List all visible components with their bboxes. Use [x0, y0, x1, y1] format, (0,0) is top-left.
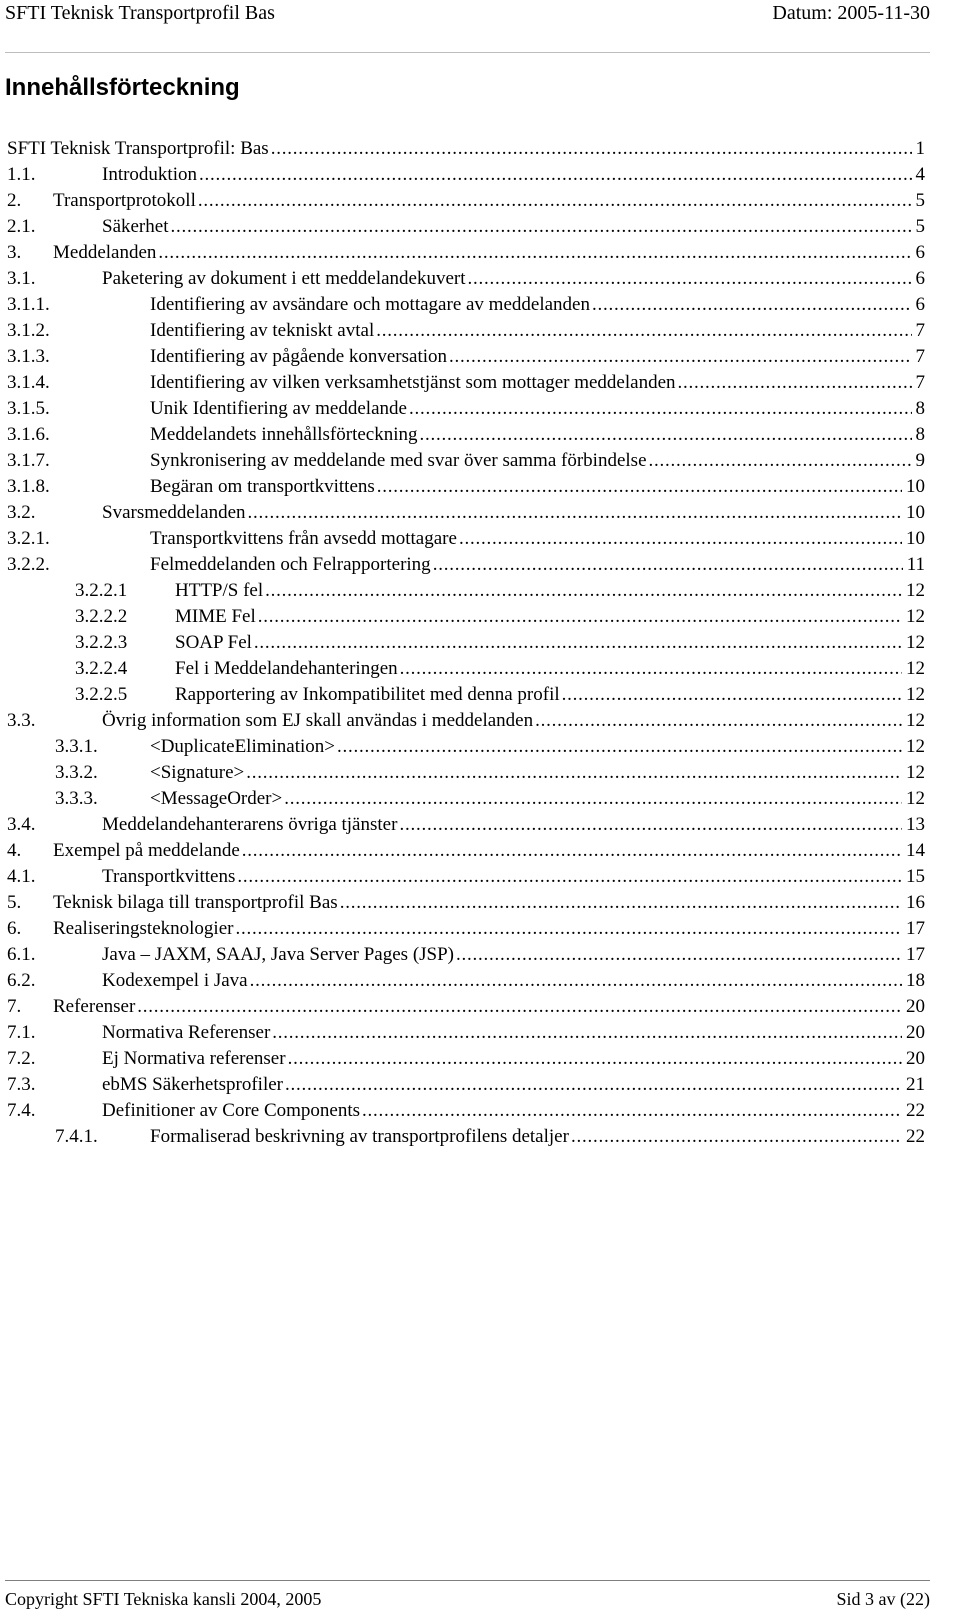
toc-entry[interactable] — [7, 968, 925, 994]
toc-entry[interactable] — [7, 136, 925, 162]
toc-entry-page: 16 — [902, 890, 925, 916]
toc-entry-page: 7 — [912, 370, 926, 396]
toc-entry-text: Meddelandets innehållsförteckning — [150, 422, 420, 448]
toc-entry[interactable] — [7, 240, 925, 266]
toc-entry-number: 4. — [7, 840, 22, 861]
toc-entry[interactable] — [7, 448, 925, 474]
toc-entry[interactable] — [7, 266, 925, 292]
toc-entry[interactable] — [7, 1072, 925, 1098]
toc-entry[interactable] — [7, 1098, 925, 1124]
toc-entry-number: 6. — [7, 918, 22, 939]
toc-leader — [399, 812, 902, 838]
toc-entry[interactable] — [7, 1046, 925, 1072]
toc-entry-number: 7.1. — [7, 1022, 36, 1043]
toc-entry-number: 3.3.3. — [55, 788, 98, 809]
toc-entry-text: Identifiering av vilken verksamhetstjänst som mottager meddelanden — [150, 370, 678, 396]
toc-entry-number: 7.4. — [7, 1100, 36, 1121]
toc-entry-page: 7 — [912, 318, 926, 344]
toc-entry-text: HTTP/S fel — [175, 578, 265, 604]
toc-entry-number: 3.1.5. — [7, 398, 50, 419]
toc-entry-number: 3.4. — [7, 814, 36, 835]
toc-entry[interactable] — [7, 656, 925, 682]
toc-entry-page: 15 — [902, 864, 925, 890]
toc-entry-text: Referenser — [53, 994, 137, 1020]
toc-entry-page: 1 — [912, 136, 926, 162]
toc-entry-number: 3.3. — [7, 710, 36, 731]
toc-entry-number: 3.1.7. — [7, 450, 50, 471]
toc-entry-page: 7 — [912, 344, 926, 370]
toc-entry-number: 2.1. — [7, 216, 36, 237]
toc-leader — [258, 604, 902, 630]
toc-leader — [198, 188, 912, 214]
toc-entry-page: 17 — [902, 942, 925, 968]
toc-leader — [649, 448, 912, 474]
toc-entry-text: Realiseringsteknologier — [53, 916, 235, 942]
toc-entry-page: 20 — [902, 1046, 925, 1072]
toc-entry-page: 12 — [902, 786, 925, 812]
toc-entry[interactable] — [7, 162, 925, 188]
toc-entry-page: 12 — [902, 630, 925, 656]
toc-entry-text: <DuplicateElimination> — [150, 734, 337, 760]
toc-entry[interactable] — [7, 422, 925, 448]
toc-entry-text: Fel i Meddelandehanteringen — [175, 656, 400, 682]
toc-leader — [678, 370, 912, 396]
toc-entry-page: 20 — [902, 1020, 925, 1046]
toc-entry-page: 8 — [912, 422, 926, 448]
toc-entry-number: 4.1. — [7, 866, 36, 887]
toc-entry-number: 5. — [7, 892, 22, 913]
toc-entry-text: Meddelandehanterarens övriga tjänster — [102, 812, 399, 838]
toc-entry-page: 6 — [912, 266, 926, 292]
toc-entry-page: 10 — [902, 500, 925, 526]
toc-entry-text: Begäran om transportkvittens — [150, 474, 377, 500]
toc-heading: Innehållsförteckning — [5, 74, 240, 101]
toc-entry-number: 6.1. — [7, 944, 36, 965]
toc-entry-text: Meddelanden — [53, 240, 158, 266]
toc-leader — [362, 1098, 902, 1124]
toc-leader — [235, 916, 902, 942]
toc-entry-number: 3.1.8. — [7, 476, 50, 497]
toc-entry-number: 3.1.3. — [7, 346, 50, 367]
toc-entry-number: 3.2.2.3 — [75, 632, 128, 653]
page-footer — [5, 1580, 930, 1618]
toc-entry[interactable] — [7, 188, 925, 214]
toc-leader — [137, 994, 902, 1020]
toc-entry-number: 3.2.1. — [7, 528, 50, 549]
toc-leader — [449, 344, 911, 370]
toc-entry-page: 22 — [902, 1098, 925, 1124]
toc-entry-number: 3.3.2. — [55, 762, 98, 783]
toc-entry-number: 1.1. — [7, 164, 36, 185]
toc-entry[interactable] — [7, 812, 925, 838]
toc-leader — [420, 422, 912, 448]
toc-leader — [535, 708, 902, 734]
toc-entry[interactable] — [7, 344, 925, 370]
toc-leader — [242, 838, 902, 864]
toc-entry-page: 4 — [912, 162, 926, 188]
toc-entry-page: 11 — [903, 552, 925, 578]
footer-page-number: Sid 3 av (22) — [836, 1589, 930, 1609]
toc-entry[interactable] — [7, 682, 925, 708]
toc-leader — [199, 162, 912, 188]
toc-entry-text: Formaliserad beskrivning av transportprofilens detaljer — [150, 1124, 571, 1150]
toc-entry[interactable] — [7, 864, 925, 890]
toc-entry-page: 9 — [912, 448, 926, 474]
table-of-contents — [7, 136, 925, 1150]
toc-entry-text: MIME Fel — [175, 604, 258, 630]
toc-entry-page: 10 — [902, 526, 925, 552]
toc-leader — [170, 214, 911, 240]
toc-leader — [377, 474, 902, 500]
toc-leader — [456, 942, 902, 968]
toc-entry-number: 3.2.2.2 — [75, 606, 128, 627]
toc-entry-page: 6 — [912, 292, 926, 318]
toc-entry-text: <Signature> — [150, 760, 246, 786]
toc-entry-page: 6 — [912, 240, 926, 266]
toc-leader — [254, 630, 902, 656]
toc-leader — [571, 1124, 902, 1150]
toc-entry-number: 3.2. — [7, 502, 36, 523]
toc-entry-number: 3.2.2. — [7, 554, 50, 575]
toc-entry-text: Transportkvittens — [102, 864, 237, 890]
toc-entry[interactable] — [7, 1124, 925, 1150]
toc-entry-number: 3.2.2.1 — [75, 580, 128, 601]
toc-entry[interactable] — [7, 292, 925, 318]
toc-entry[interactable] — [7, 786, 925, 812]
toc-leader — [248, 500, 902, 526]
toc-entry-page: 14 — [902, 838, 925, 864]
toc-entry-page: 8 — [912, 396, 926, 422]
toc-entry[interactable] — [7, 604, 925, 630]
toc-leader — [237, 864, 902, 890]
toc-entry[interactable] — [7, 708, 925, 734]
toc-entry[interactable] — [7, 474, 925, 500]
toc-entry-text: Java – JAXM, SAAJ, Java Server Pages (JSP) — [102, 942, 456, 968]
toc-leader — [265, 578, 902, 604]
toc-leader — [376, 318, 911, 344]
toc-entry[interactable] — [7, 890, 925, 916]
toc-entry-number: 3.1. — [7, 268, 36, 289]
toc-entry[interactable] — [7, 838, 925, 864]
toc-entry-text: Transportprotokoll — [53, 188, 198, 214]
toc-leader — [468, 266, 912, 292]
toc-entry-text: Identifiering av avsändare och mottagare av meddelanden — [150, 292, 592, 318]
toc-entry[interactable] — [7, 500, 925, 526]
toc-entry-page: 5 — [912, 214, 926, 240]
toc-entry-text: Identifiering av pågående konversation — [150, 344, 449, 370]
toc-entry-text: Unik Identifiering av meddelande — [150, 396, 409, 422]
toc-entry-page: 12 — [902, 760, 925, 786]
toc-entry[interactable] — [7, 396, 925, 422]
toc-entry[interactable] — [7, 578, 925, 604]
toc-entry-text: Ej Normativa referenser — [102, 1046, 288, 1072]
page-header — [5, 0, 930, 53]
toc-entry[interactable] — [7, 916, 925, 942]
toc-entry-page: 12 — [902, 656, 925, 682]
toc-entry[interactable] — [7, 942, 925, 968]
toc-entry-number: 6.2. — [7, 970, 36, 991]
toc-entry-page: 17 — [902, 916, 925, 942]
toc-leader — [562, 682, 902, 708]
toc-entry[interactable] — [7, 1020, 925, 1046]
document-title: SFTI Teknisk Transportprofil Bas — [5, 2, 275, 24]
toc-entry-text: <MessageOrder> — [150, 786, 284, 812]
toc-entry-page: 12 — [902, 578, 925, 604]
toc-leader — [340, 890, 902, 916]
toc-leader — [592, 292, 912, 318]
toc-entry[interactable] — [7, 214, 925, 240]
toc-entry-text: Introduktion — [102, 162, 199, 188]
toc-entry-text: Svarsmeddelanden — [102, 500, 248, 526]
toc-entry-number: 3. — [7, 242, 22, 263]
toc-entry-page: 13 — [902, 812, 925, 838]
toc-entry[interactable] — [7, 318, 925, 344]
toc-entry-text: Säkerhet — [102, 214, 170, 240]
toc-entry-number: 3.1.2. — [7, 320, 50, 341]
toc-entry-page: 21 — [902, 1072, 925, 1098]
toc-entry-text: Rapportering av Inkompatibilitet med denna profil — [175, 682, 562, 708]
footer-copyright: Copyright SFTI Tekniska kansli 2004, 2005 — [5, 1589, 322, 1609]
toc-entry-text: Övrig information som EJ skall användas i meddelanden — [102, 708, 535, 734]
toc-leader — [158, 240, 911, 266]
toc-leader — [337, 734, 902, 760]
toc-entry[interactable] — [7, 630, 925, 656]
toc-entry[interactable] — [7, 526, 925, 552]
toc-leader — [400, 656, 902, 682]
toc-leader — [246, 760, 902, 786]
toc-entry-page: 10 — [902, 474, 925, 500]
toc-entry-text: Identifiering av tekniskt avtal — [150, 318, 376, 344]
toc-entry-page: 5 — [912, 188, 926, 214]
toc-entry[interactable] — [7, 552, 925, 578]
toc-entry-text: Felmeddelanden och Felrapportering — [150, 552, 433, 578]
toc-entry-page: 20 — [902, 994, 925, 1020]
toc-entry-text: Exempel på meddelande — [53, 838, 242, 864]
toc-leader — [285, 1072, 902, 1098]
document-date: Datum: 2005-11-30 — [772, 2, 930, 24]
toc-leader — [433, 552, 903, 578]
toc-entry-text: Synkronisering av meddelande med svar över samma förbindelse — [150, 448, 649, 474]
toc-entry-number: 3.2.2.5 — [75, 684, 128, 705]
toc-entry-number: 3.3.1. — [55, 736, 98, 757]
toc-entry[interactable] — [7, 370, 925, 396]
toc-leader — [271, 136, 912, 162]
toc-entry-page: 12 — [902, 734, 925, 760]
toc-entry-text: Transportkvittens från avsedd mottagare — [150, 526, 459, 552]
toc-entry[interactable] — [7, 734, 925, 760]
toc-entry-number: 7.3. — [7, 1074, 36, 1095]
toc-entry-text: Kodexempel i Java — [102, 968, 250, 994]
toc-leader — [284, 786, 902, 812]
toc-entry-page: 12 — [902, 708, 925, 734]
toc-entry-text: SOAP Fel — [175, 630, 254, 656]
toc-leader — [459, 526, 902, 552]
toc-entry-page: 18 — [902, 968, 925, 994]
toc-entry-text: Normativa Referenser — [102, 1020, 272, 1046]
toc-entry-text: SFTI Teknisk Transportprofil: Bas — [7, 136, 271, 162]
toc-entry-number: 3.2.2.4 — [75, 658, 128, 679]
toc-entry-number: 2. — [7, 190, 22, 211]
toc-entry-page: 12 — [902, 682, 925, 708]
toc-entry-page: 22 — [902, 1124, 925, 1150]
toc-leader — [250, 968, 902, 994]
toc-leader — [288, 1046, 902, 1072]
toc-entry-text: Definitioner av Core Components — [102, 1098, 362, 1124]
toc-entry-number: 3.1.6. — [7, 424, 50, 445]
toc-entry-number: 7. — [7, 996, 22, 1017]
toc-entry-number: 3.1.1. — [7, 294, 50, 315]
toc-entry-number: 7.4.1. — [55, 1126, 98, 1147]
toc-entry[interactable] — [7, 760, 925, 786]
toc-entry-text: Teknisk bilaga till transportprofil Bas — [53, 890, 340, 916]
toc-entry-text: ebMS Säkerhetsprofiler — [102, 1072, 285, 1098]
toc-leader — [409, 396, 912, 422]
toc-entry-text: Paketering av dokument i ett meddelandekuvert — [102, 266, 468, 292]
toc-entry-page: 12 — [902, 604, 925, 630]
toc-entry[interactable] — [7, 994, 925, 1020]
toc-entry-number: 7.2. — [7, 1048, 36, 1069]
toc-entry-number: 3.1.4. — [7, 372, 50, 393]
toc-leader — [272, 1020, 902, 1046]
